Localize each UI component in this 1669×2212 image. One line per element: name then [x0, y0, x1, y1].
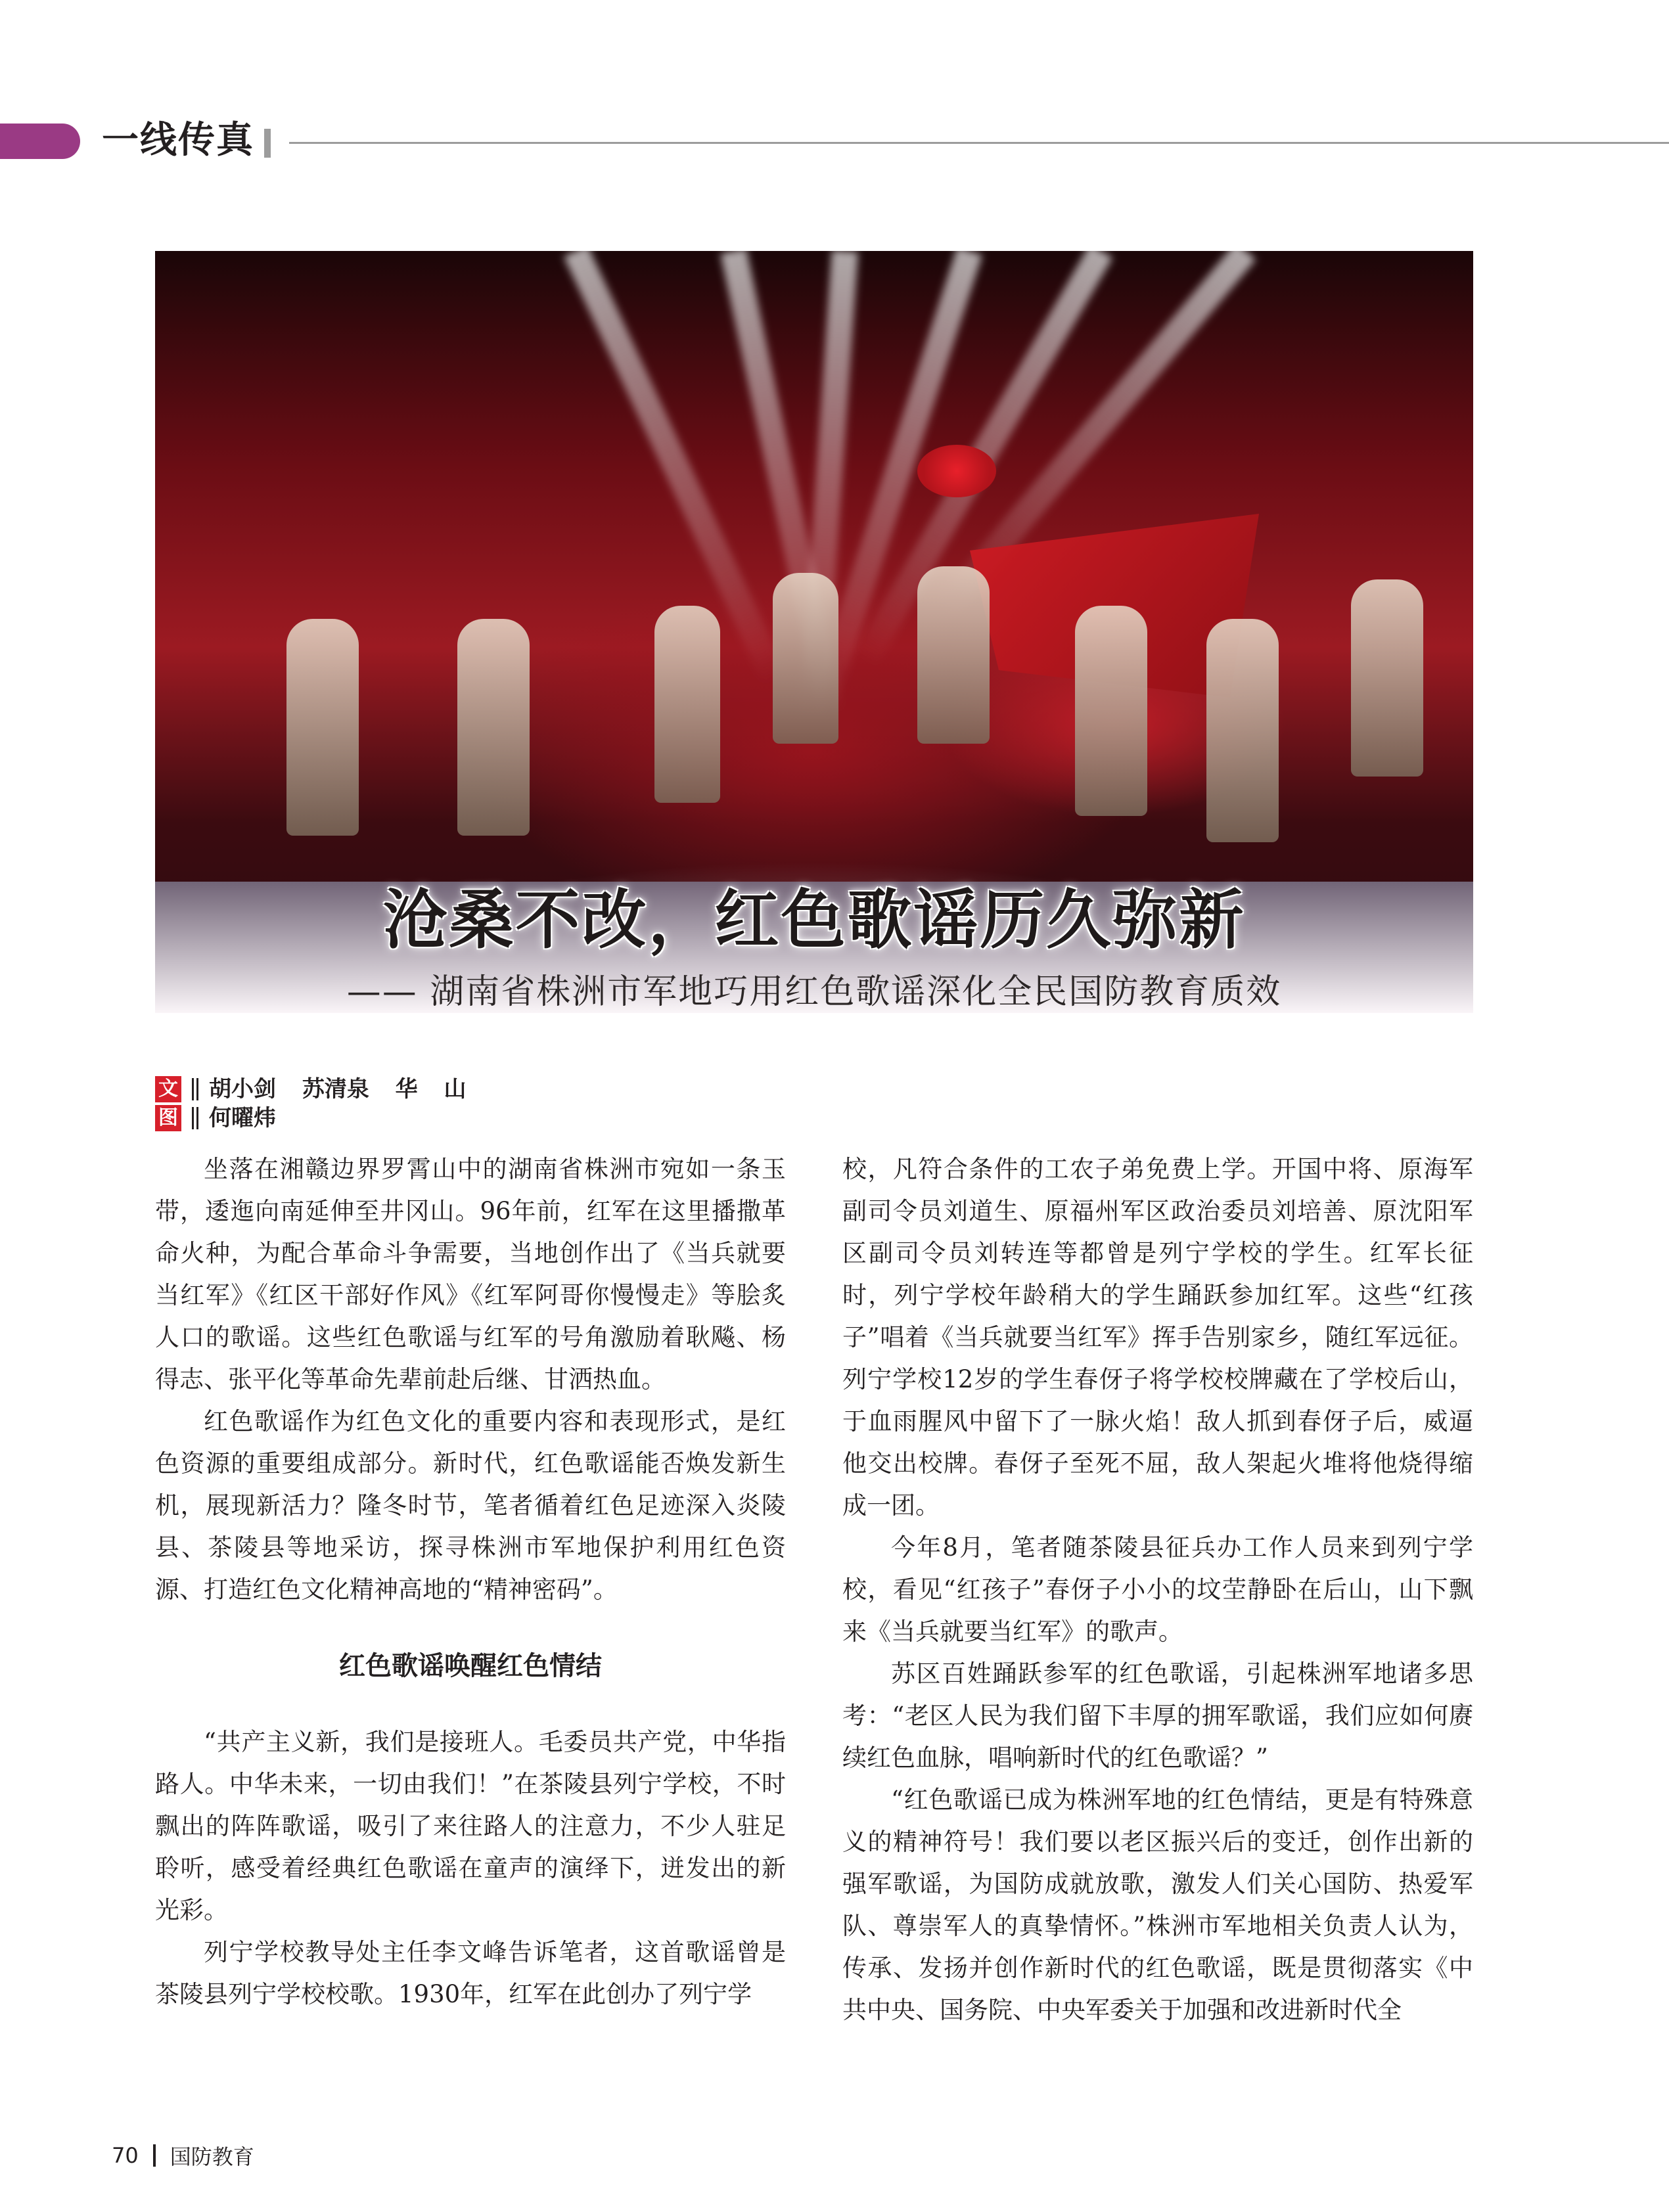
- section-heading: 红色歌谣唤醒红色情结: [339, 1651, 602, 1681]
- performer-figure: [773, 573, 838, 744]
- hero-photo: [155, 251, 1473, 1013]
- text-credit-tag: 文: [155, 1076, 181, 1102]
- page-number: 70: [112, 2143, 139, 2168]
- article-column-right: [842, 1148, 1473, 2031]
- photo-credit-tag: 图: [155, 1105, 181, 1131]
- byline-text: [155, 1075, 467, 1104]
- footer-divider: [153, 2144, 156, 2167]
- paragraph: 苏区百姓踊跃参军的红色歌谣，引起株洲军地诸多思考：“老区人民为我们留下丰厚的拥军歌谣，我们应如何赓续红色血脉，唱响新时代的红色歌谣？”: [842, 1659, 1473, 1772]
- photo-author: 何曜炜: [209, 1105, 276, 1131]
- performer-figure: [1075, 606, 1147, 816]
- performer-figure: [917, 566, 990, 744]
- paragraph: “共产主义新，我们是接班人。毛委员共产党，中华指路人。中华未来，一切由我们！”在茶陵县列宁学校，不时飘出的阵阵歌谣，吸引了来往路人的注意力，不少人驻足聆听，感受着经典红色歌谣在童声的演绎下，迸发出的新光彩。: [155, 1728, 786, 1924]
- red-star-emblem: [917, 445, 996, 497]
- section-title: 一线传真: [102, 119, 254, 162]
- text-authors: 胡小剑 苏清泉 华 山: [209, 1076, 467, 1102]
- magazine-name: 国防教育: [170, 2144, 254, 2169]
- byline-separator: [192, 1107, 198, 1129]
- performer-figure: [286, 619, 359, 836]
- header-rule: [289, 142, 1669, 144]
- article-column-left: [155, 1148, 786, 2016]
- paragraph: 坐落在湘赣边界罗霄山中的湖南省株洲市宛如一条玉带，逶迤向南延伸至井冈山。96年前，红军在这里播撒革命火种，为配合革命斗争需要，当地创作出了《当兵就要当红军》《红区干部好作风》《红军阿哥你慢慢走》等脍炙人口的歌谣。这些红色歌谣与红军的号角激励着耿飚、杨得志、张平化等革命先辈前赴后继、甘洒热血。: [155, 1155, 786, 1393]
- performer-figure: [654, 606, 720, 803]
- section-divider-bar: [264, 129, 271, 158]
- paragraph: 列宁学校教导处主任李文峰告诉笔者，这首歌谣曾是茶陵县列宁学校校歌。1930年，红军在此创办了列宁学: [155, 1938, 786, 2008]
- paragraph-continued: 校，凡符合条件的工农子弟免费上学。开国中将、原海军副司令员刘道生、原福州军区政治委员刘培善、原沈阳军区副司令员刘转连等都曾是列宁学校的学生。红军长征时，列宁学校年龄稍大的学生踊跃参加红军。这些“红孩子”唱着《当兵就要当红军》挥手告别家乡，随红军远征。列宁学校12岁的学生春伢子将学校校牌藏在了学校后山，于血雨腥风中留下了一脉火焰！敌人抓到春伢子后，威逼他交出校牌。春伢子至死不屈，敌人架起火堆将他烧得缩成一团。: [842, 1155, 1473, 1520]
- paragraph: 今年8月，笔者随茶陵县征兵办工作人员来到列宁学校，看见“红孩子”春伢子小小的坟茔静卧在后山，山下飘来《当兵就要当红军》的歌声。: [842, 1533, 1473, 1646]
- paragraph: 红色歌谣作为红色文化的重要内容和表现形式，是红色资源的重要组成部分。新时代，红色歌谣能否焕发新生机，展现新活力？隆冬时节，笔者循着红色足迹深入炎陵县、茶陵县等地采访，探寻株洲市军地保护利用红色资源、打造红色文化精神高地的“精神密码”。: [155, 1407, 786, 1604]
- page-footer: [112, 2140, 254, 2171]
- paragraph: “红色歌谣已成为株洲军地的红色情结，更是有特殊意义的精神符号！我们要以老区振兴后的变迁，创作出新的强军歌谣，为国防成就放歌，激发人们关心国防、热爱军队、尊崇军人的真挚情怀。”株洲市军地相关负责人认为，传承、发扬并创作新时代的红色歌谣，既是贯彻落实《中共中央、国务院、中央军委关于加强和改进新时代全: [842, 1786, 1473, 2024]
- performer-figure: [1206, 619, 1279, 842]
- performer-figure: [1351, 579, 1423, 777]
- byline-separator: [192, 1078, 198, 1100]
- section-color-tab: [0, 124, 80, 159]
- article-subtitle: —— 湖南省株洲市军地巧用红色歌谣深化全民国防教育质效: [346, 972, 1282, 1012]
- performer-figure: [457, 619, 530, 836]
- byline-photo: [155, 1104, 276, 1133]
- article-title: 沧桑不改，红色歌谣历久弥新: [382, 883, 1246, 958]
